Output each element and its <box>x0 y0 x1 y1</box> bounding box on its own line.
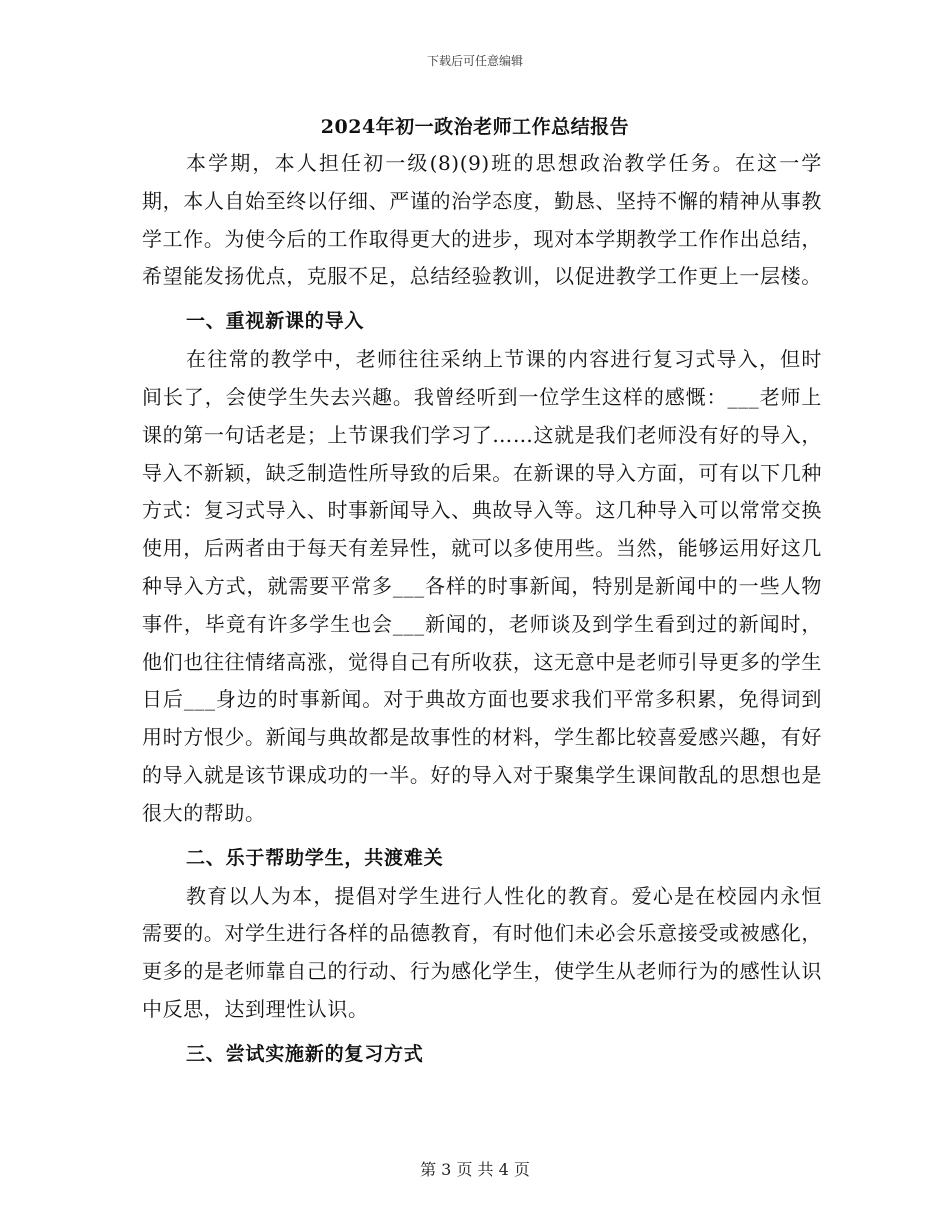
section-heading-1: 一、重视新课的导入 <box>186 310 365 333</box>
page-header: 下载后可任意编辑 <box>426 54 523 68</box>
section-heading-3: 三、尝试实施新的复习方式 <box>186 1042 424 1065</box>
document-body <box>142 145 822 1074</box>
section-2-paragraph: 教育以人为本，提倡对学生进行人性化的教育。爱心是在校园内永恒需要的。对学生进行各样的品德教育，有时他们未必会乐意接受或被感化，更多的是老师靠自己的行动、行为感化学生，使学生从老师行为的感性认识中反思，达到理性认识。 <box>142 883 822 1021</box>
intro-paragraph: 本学期，本人担任初一级(8)(9)班的思想政治教学任务。在这一学期，本人自始至终以仔细、严谨的治学态度，勤恳、坚持不懈的精神从事教学工作。为使今后的工作取得更大的进步，现对本学期教学工作作出总结，希望能发扬优点，克服不足，总结经验教训，以促进教学工作更上一层楼。 <box>142 151 822 289</box>
section-1-paragraph: 在往常的教学中，老师往往采纳上节课的内容进行复习式导入，但时间长了，会使学生失去兴趣。我曾经听到一位学生这样的感慨：___老师上课的第一句话老是；上节课我们学习了……这就是我们老师没有好的导入，导入不新颖，缺乏制造性所导致的后果。在新课的导入方面，可有以下几种方式：复习式导入、时事新闻导入、典故导入等。这几种导入可以常常交换使用，后两者由于每天有差异性，就可以多使用些。当然，能够运用好这几种导入方式，就需要平常多___各样的时事新闻，特别是新闻中的一些人物事件，毕竟有许多学生也会___新闻的，老师谈及到学生看到过的新闻时，他们也往往情绪高涨，觉得自己有所收获，这无意中是老师引导更多的学生日后___身边的时事新闻。对于典故方面也要求我们平常多积累，免得词到用时方恨少。新闻与典故都是故事性的材料，学生都比较喜爱感兴趣，有好的导入就是该节课成功的一半。好的导入对于聚集学生课间散乱的思想也是很大的帮助。 <box>142 347 822 825</box>
section-heading-2: 二、乐于帮助学生，共渡难关 <box>186 846 444 869</box>
page-footer: 第 3 页 共 4 页 <box>420 1160 530 1179</box>
document-title: 2024年初一政治老师工作总结报告 <box>320 116 630 138</box>
